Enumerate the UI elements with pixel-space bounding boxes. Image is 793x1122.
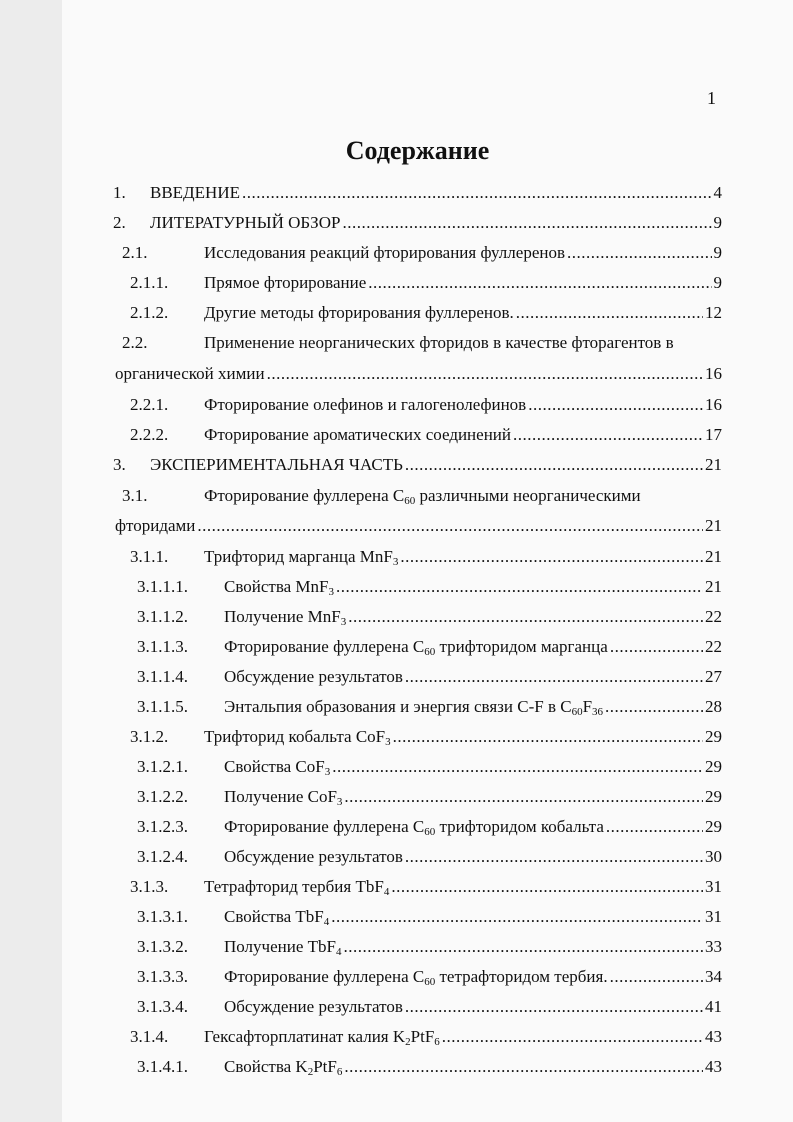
leader-dots xyxy=(348,605,703,629)
toc-entry-page: 31 xyxy=(705,907,722,926)
toc-entry[interactable] xyxy=(0,695,793,719)
toc-entry-page: 21 xyxy=(705,516,722,535)
toc-entry-number: 3.1. xyxy=(122,486,148,505)
leader-dots xyxy=(605,695,703,719)
leader-dots xyxy=(332,755,703,779)
page-number: 1 xyxy=(707,88,716,108)
toc-entry-title: Фторирование ароматических соединений xyxy=(204,425,511,444)
toc-entry-number: 3.1.3.2. xyxy=(137,937,188,956)
toc-entry-page: 21 xyxy=(705,577,722,596)
toc-entry-number: 3.1.3.1. xyxy=(137,907,188,926)
toc-entry-number: 3.1.4.1. xyxy=(137,1057,188,1076)
toc-entry-title: Энтальпия образования и энергия связи C-F в $C_{60}F_{36}$ xyxy=(224,697,604,718)
leader-dots xyxy=(405,453,703,477)
toc-entry[interactable] xyxy=(0,453,793,477)
toc-entry-title: фторидами xyxy=(115,516,196,535)
toc-entry[interactable] xyxy=(0,575,793,599)
toc-entry-title: Фторирование олефинов и галогенолефинов xyxy=(204,395,527,414)
toc-entry-page: 43 xyxy=(705,1057,722,1076)
leader-dots xyxy=(331,905,703,929)
toc-entry-number: 3. xyxy=(113,455,126,474)
leader-dots xyxy=(343,935,703,959)
toc-entry-number: 3.1.1.5. xyxy=(137,697,188,716)
toc-entry-title: Свойства MnF$_3$ xyxy=(224,577,334,598)
leader-dots xyxy=(567,241,712,265)
toc-entry-title: Получение CoF$_3$ xyxy=(224,787,343,808)
toc-entry[interactable] xyxy=(0,211,793,235)
toc-entry-number: 1. xyxy=(113,183,126,202)
toc-entry-title: ЭКСПЕРИМЕНТАЛЬНАЯ ЧАСТЬ xyxy=(150,455,403,474)
toc-entry-page: 30 xyxy=(705,847,722,866)
toc-entry-number: 3.1.1.1. xyxy=(137,577,188,596)
toc-entry-number: 2.2. xyxy=(122,333,148,352)
toc-entry[interactable] xyxy=(0,845,793,869)
toc-entry-title: Гексафторплатинат калия $K_2PtF_6$ xyxy=(204,1027,440,1048)
toc-entry-page: 22 xyxy=(705,637,722,656)
leader-dots xyxy=(344,1055,703,1079)
toc-entry-title: Обсуждение результатов xyxy=(224,997,403,1016)
toc-entry[interactable] xyxy=(0,905,793,929)
toc-entry[interactable] xyxy=(0,301,793,325)
toc-entry[interactable] xyxy=(0,725,793,749)
leader-dots xyxy=(516,301,703,325)
toc-entry-title: Обсуждение результатов xyxy=(224,667,403,686)
toc-entry-title: Фторирование фуллерена $C_{60}$ трифторидом марганца xyxy=(224,637,608,658)
toc-entry-title: Трифторид марганца MnF$_3$ xyxy=(204,547,399,568)
toc-entry-page: 28 xyxy=(705,697,722,716)
toc-entry[interactable] xyxy=(0,605,793,629)
toc-entry-number: 3.1.3.3. xyxy=(137,967,188,986)
toc-entry[interactable] xyxy=(0,271,793,295)
toc-entry-title: Фторирование фуллерена $C_{60}$ трифторидом кобальта xyxy=(224,817,604,838)
toc-entry[interactable] xyxy=(0,785,793,809)
leader-dots xyxy=(405,665,703,689)
toc-entry-page: 16 xyxy=(705,364,722,383)
toc-entry-title: Фторирование фуллерена $C_{60}$ тетрафторидом тербия. xyxy=(224,967,608,988)
toc-entry-title: Исследования реакций фторирования фуллеренов xyxy=(204,243,565,262)
toc-entry-title: Свойства TbF$_4$ xyxy=(224,907,330,928)
leader-dots xyxy=(606,815,703,839)
toc-entry-number: 3.1.3. xyxy=(130,877,169,896)
toc-entry-page: 17 xyxy=(705,425,722,444)
leader-dots xyxy=(610,965,703,989)
toc-entry[interactable] xyxy=(0,393,793,417)
leader-dots xyxy=(513,423,703,447)
toc-entry-page: 31 xyxy=(705,877,722,896)
toc-entry-number: 2.2.2. xyxy=(130,425,169,444)
toc-entry[interactable] xyxy=(0,1025,793,1049)
toc-entry[interactable] xyxy=(0,484,793,508)
toc-entry-page: 29 xyxy=(705,757,722,776)
toc-entry-page: 21 xyxy=(705,547,722,566)
toc-entry[interactable] xyxy=(0,665,793,689)
toc-entry-page: 12 xyxy=(705,303,722,322)
toc-entry-page: 16 xyxy=(705,395,722,414)
toc-entry-page: 29 xyxy=(705,817,722,836)
toc-entry-page: 34 xyxy=(705,967,722,986)
toc-entry-title: Свойства $K_2PtF_6$ xyxy=(224,1057,343,1078)
toc-entry[interactable] xyxy=(0,635,793,659)
toc-entry-title-line1: Фторирование фуллерена $C_{60}$ различными неорганическими xyxy=(204,486,641,507)
toc-entry-number: 3.1.2.2. xyxy=(137,787,188,806)
leader-dots xyxy=(342,211,711,235)
toc-entry[interactable] xyxy=(0,995,793,1019)
toc-entry-page: 41 xyxy=(705,997,722,1016)
leader-dots xyxy=(528,393,703,417)
toc-entry[interactable] xyxy=(0,423,793,447)
toc-entry-number: 3.1.3.4. xyxy=(137,997,188,1016)
leader-dots xyxy=(610,635,703,659)
leader-dots xyxy=(344,785,703,809)
toc-entry-number: 2.2.1. xyxy=(130,395,169,414)
toc-entry-page: 9 xyxy=(713,243,722,262)
toc-entry[interactable] xyxy=(0,545,793,569)
toc-entry-number: 3.1.2.3. xyxy=(137,817,188,836)
toc-entry-title: Получение TbF$_4$ xyxy=(224,937,342,958)
toc-entry-page: 21 xyxy=(705,455,722,474)
toc-entry-number: 3.1.1.2. xyxy=(137,607,188,626)
leader-dots xyxy=(405,845,703,869)
toc-entry-number: 3.1.2. xyxy=(130,727,169,746)
toc-entry-continuation[interactable] xyxy=(0,362,793,386)
toc-entry-title: органической химии xyxy=(115,364,265,383)
leader-dots xyxy=(391,875,703,899)
toc-entry-number: 3.1.2.1. xyxy=(137,757,188,776)
toc-entry-page: 9 xyxy=(713,273,722,292)
leader-dots xyxy=(393,725,703,749)
leader-dots xyxy=(442,1025,703,1049)
toc-entry-page: 27 xyxy=(705,667,722,686)
toc-entry-page: 33 xyxy=(705,937,722,956)
toc-entry[interactable] xyxy=(0,815,793,839)
toc-entry-page: 22 xyxy=(705,607,722,626)
toc-entry-page: 43 xyxy=(705,1027,722,1046)
page-title: Содержание xyxy=(345,136,490,165)
toc-entry-number: 2.1. xyxy=(122,243,148,262)
toc-entry-page: 29 xyxy=(705,727,722,746)
leader-dots xyxy=(267,362,703,386)
leader-dots xyxy=(368,271,711,295)
toc-entry[interactable] xyxy=(0,875,793,899)
toc-entry-number: 2.1.1. xyxy=(130,273,169,292)
toc-entry-number: 2. xyxy=(113,213,126,232)
leader-dots xyxy=(197,514,703,538)
toc-entry-number: 3.1.1. xyxy=(130,547,169,566)
toc-entry[interactable] xyxy=(0,965,793,989)
toc-entry[interactable] xyxy=(0,331,793,355)
toc-entry-title: Трифторид кобальта CoF$_3$ xyxy=(204,727,391,748)
toc-entry[interactable] xyxy=(0,755,793,779)
toc-entry-page: 4 xyxy=(713,183,722,202)
toc-entry[interactable] xyxy=(0,241,793,265)
toc-entry-continuation[interactable] xyxy=(0,514,793,538)
toc-entry-number: 3.1.2.4. xyxy=(137,847,188,866)
toc-entry-title: Другие методы фторирования фуллеренов. xyxy=(204,303,514,322)
leader-dots xyxy=(242,181,712,205)
toc-entry-title: Свойства CoF$_3$ xyxy=(224,757,331,778)
toc-entry-title: Прямое фторирование xyxy=(204,273,367,292)
toc-entry-title: ВВЕДЕНИЕ xyxy=(150,183,240,202)
toc-entry-number: 3.1.1.4. xyxy=(137,667,188,686)
leader-dots xyxy=(405,995,703,1019)
toc-entry-title-line1: Применение неорганических фторидов в качестве фторагентов в xyxy=(204,333,674,352)
toc-entry[interactable] xyxy=(0,1055,793,1079)
leader-dots xyxy=(400,545,703,569)
toc-entry-number: 2.1.2. xyxy=(130,303,169,322)
toc-entry-title: ЛИТЕРАТУРНЫЙ ОБЗОР xyxy=(150,213,341,232)
toc-entry-page: 29 xyxy=(705,787,722,806)
toc-entry-number: 3.1.4. xyxy=(130,1027,169,1046)
toc-entry-title: Обсуждение результатов xyxy=(224,847,403,866)
toc-entry-title: Получение MnF$_3$ xyxy=(224,607,347,628)
toc-entry-number: 3.1.1.3. xyxy=(137,637,188,656)
toc-entry-title: Тетрафторид тербия TbF$_4$ xyxy=(204,877,390,898)
toc-entry[interactable] xyxy=(0,181,793,205)
toc-entry-page: 9 xyxy=(713,213,722,232)
leader-dots xyxy=(336,575,703,599)
toc-entry[interactable] xyxy=(0,935,793,959)
